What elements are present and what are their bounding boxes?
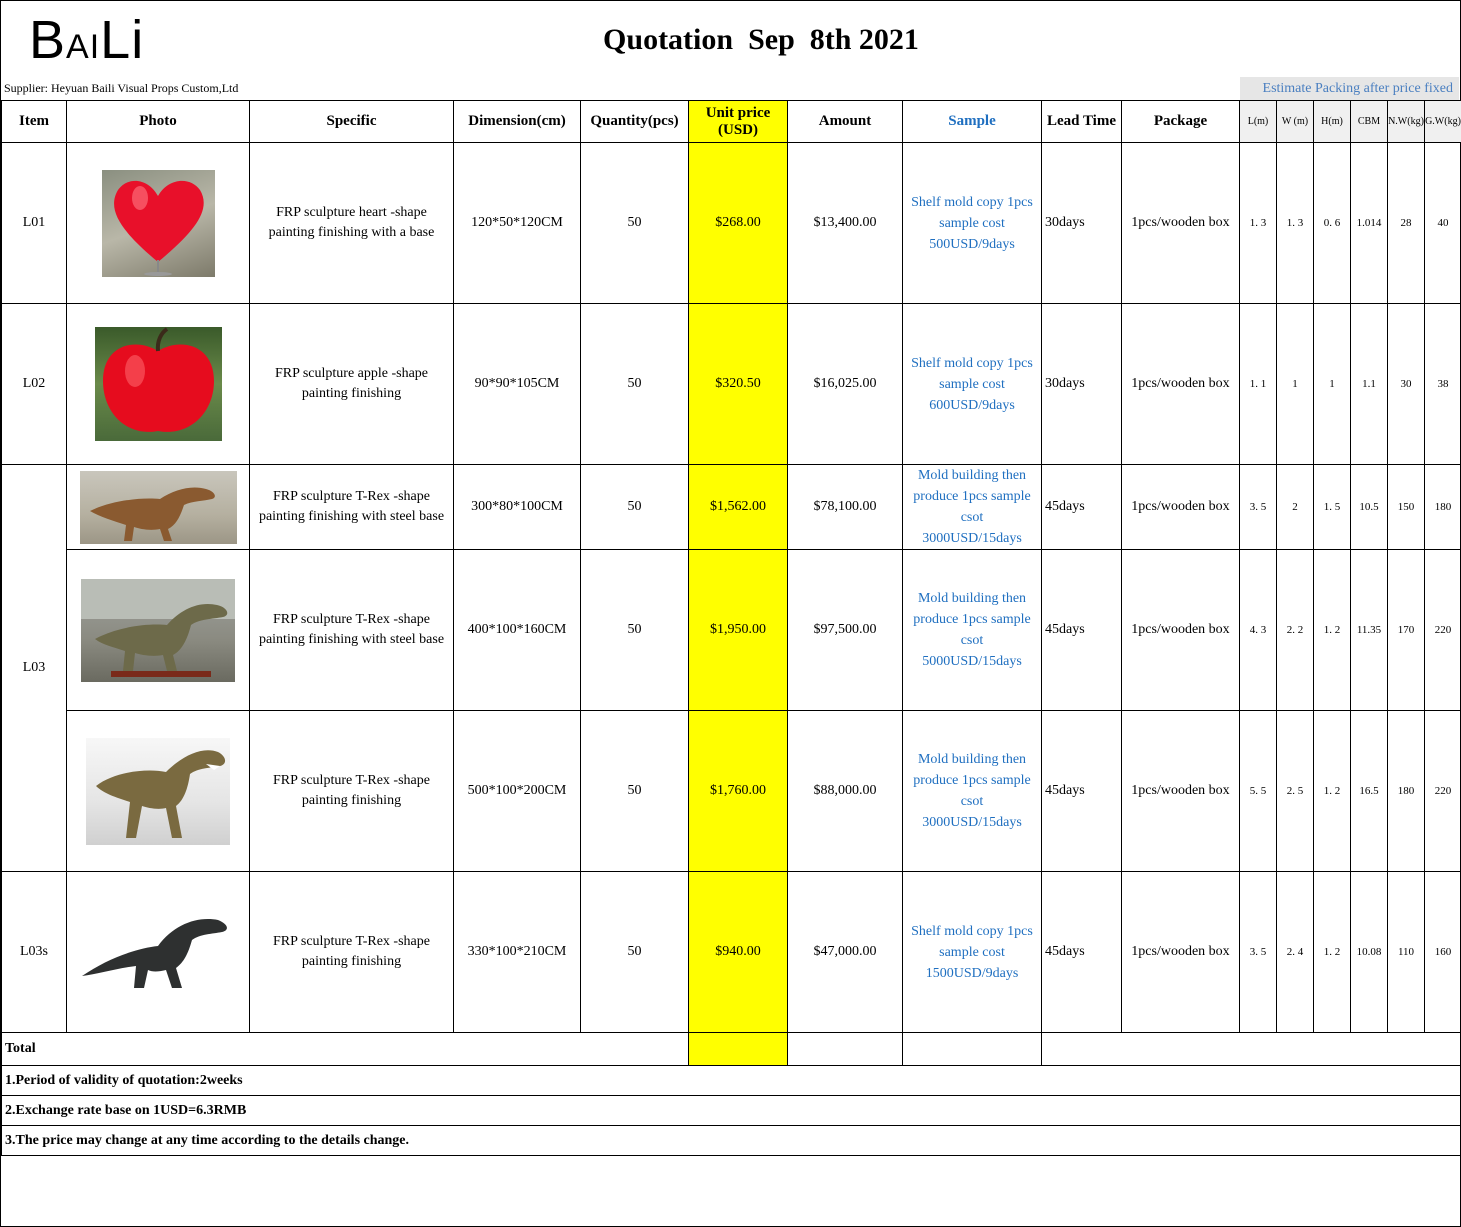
lead-time-cell: 45days bbox=[1042, 550, 1122, 711]
lead-time-cell: 45days bbox=[1042, 465, 1122, 550]
h-cell: 1. 2 bbox=[1314, 550, 1351, 711]
col-sample: Sample bbox=[903, 101, 1042, 143]
package-cell: 1pcs/wooden box bbox=[1122, 711, 1240, 872]
gw-cell: 40 bbox=[1425, 143, 1461, 304]
photo-cell bbox=[67, 872, 250, 1033]
total-row bbox=[2, 1033, 1461, 1066]
dimension-cell: 120*50*120CM bbox=[454, 143, 581, 304]
col-gw: G.W(kg) bbox=[1425, 101, 1461, 143]
h-cell: 1. 5 bbox=[1314, 465, 1351, 550]
l-cell: 1. 3 bbox=[1240, 143, 1277, 304]
col-amount: Amount bbox=[788, 101, 903, 143]
quantity-cell: 50 bbox=[581, 143, 689, 304]
gw-cell: 38 bbox=[1425, 304, 1461, 465]
col-specific: Specific bbox=[250, 101, 454, 143]
item-code: L03 bbox=[2, 465, 67, 872]
h-cell: 0. 6 bbox=[1314, 143, 1351, 304]
trex-sculpture-photo bbox=[81, 579, 235, 682]
note-exchange-rate: 2.Exchange rate base on 1USD=6.3RMB bbox=[2, 1096, 1461, 1126]
unit-price-cell: $1,760.00 bbox=[689, 711, 788, 872]
l-cell: 1. 1 bbox=[1240, 304, 1277, 465]
col-quantity: Quantity(pcs) bbox=[581, 101, 689, 143]
nw-cell: 28 bbox=[1388, 143, 1425, 304]
quantity-cell: 50 bbox=[581, 465, 689, 550]
col-photo: Photo bbox=[67, 101, 250, 143]
total-amount-cell bbox=[788, 1033, 903, 1066]
apple-sculpture-photo bbox=[95, 327, 222, 441]
col-package: Package bbox=[1122, 101, 1240, 143]
col-unit-price: Unit price (USD) bbox=[689, 101, 788, 143]
table-row bbox=[2, 143, 1461, 304]
h-cell: 1. 2 bbox=[1314, 872, 1351, 1033]
quantity-cell: 50 bbox=[581, 304, 689, 465]
total-unit-price-cell bbox=[689, 1033, 788, 1066]
supplier-line: Supplier: Heyuan Baili Visual Props Custom,Ltd bbox=[4, 81, 239, 95]
photo-cell bbox=[67, 465, 250, 550]
gw-cell: 220 bbox=[1425, 550, 1461, 711]
specific-cell: FRP sculpture T-Rex -shape painting finishing bbox=[250, 872, 454, 1033]
unit-price-cell: $320.50 bbox=[689, 304, 788, 465]
l-cell: 4. 3 bbox=[1240, 550, 1277, 711]
baili-logo: BAILi bbox=[29, 10, 145, 70]
col-lead-time: Lead Time bbox=[1042, 101, 1122, 143]
col-w: W (m) bbox=[1277, 101, 1314, 143]
table-row bbox=[2, 550, 1461, 711]
trex-sculpture-photo bbox=[78, 902, 238, 1002]
cbm-cell: 1.1 bbox=[1351, 304, 1388, 465]
cbm-cell: 11.35 bbox=[1351, 550, 1388, 711]
unit-price-cell: $268.00 bbox=[689, 143, 788, 304]
note-row bbox=[2, 1066, 1461, 1096]
quantity-cell: 50 bbox=[581, 550, 689, 711]
sample-cell: Shelf mold copy 1pcs sample cost 500USD/9days bbox=[903, 143, 1042, 304]
col-cbm: CBM bbox=[1351, 101, 1388, 143]
lead-time-cell: 45days bbox=[1042, 711, 1122, 872]
col-h: H(m) bbox=[1314, 101, 1351, 143]
nw-cell: 170 bbox=[1388, 550, 1425, 711]
sample-cell: Mold building then produce 1pcs sample csot 3000USD/15days bbox=[903, 711, 1042, 872]
dimension-cell: 300*80*100CM bbox=[454, 465, 581, 550]
nw-cell: 30 bbox=[1388, 304, 1425, 465]
estimate-packing-note: Estimate Packing after price fixed bbox=[1240, 77, 1459, 100]
specific-cell: FRP sculpture T-Rex -shape painting finishing bbox=[250, 711, 454, 872]
w-cell: 2. 4 bbox=[1277, 872, 1314, 1033]
gw-cell: 160 bbox=[1425, 872, 1461, 1033]
header-row bbox=[2, 101, 1461, 143]
table-row bbox=[2, 711, 1461, 872]
note-row bbox=[2, 1096, 1461, 1126]
w-cell: 2 bbox=[1277, 465, 1314, 550]
specific-cell: FRP sculpture T-Rex -shape painting finishing with steel base bbox=[250, 465, 454, 550]
note-validity: 1.Period of validity of quotation:2weeks bbox=[2, 1066, 1461, 1096]
item-code: L01 bbox=[2, 143, 67, 304]
package-cell: 1pcs/wooden box bbox=[1122, 872, 1240, 1033]
quantity-cell: 50 bbox=[581, 711, 689, 872]
sample-cell: Shelf mold copy 1pcs sample cost 600USD/9days bbox=[903, 304, 1042, 465]
note-price-change: 3.The price may change at any time according to the details change. bbox=[2, 1126, 1461, 1156]
dimension-cell: 500*100*200CM bbox=[454, 711, 581, 872]
amount-cell: $16,025.00 bbox=[788, 304, 903, 465]
table-row bbox=[2, 872, 1461, 1033]
photo-cell bbox=[67, 711, 250, 872]
specific-cell: FRP sculpture apple -shape painting finishing bbox=[250, 304, 454, 465]
amount-cell: $88,000.00 bbox=[788, 711, 903, 872]
sample-cell: Shelf mold copy 1pcs sample cost 1500USD/9days bbox=[903, 872, 1042, 1033]
lead-time-cell: 30days bbox=[1042, 304, 1122, 465]
cbm-cell: 16.5 bbox=[1351, 711, 1388, 872]
col-l: L(m) bbox=[1240, 101, 1277, 143]
photo-cell bbox=[67, 143, 250, 304]
total-label: Total bbox=[2, 1033, 689, 1066]
h-cell: 1. 2 bbox=[1314, 711, 1351, 872]
package-cell: 1pcs/wooden box bbox=[1122, 465, 1240, 550]
nw-cell: 180 bbox=[1388, 711, 1425, 872]
table-row bbox=[2, 304, 1461, 465]
trex-sculpture-photo bbox=[86, 738, 230, 845]
package-cell: 1pcs/wooden box bbox=[1122, 550, 1240, 711]
col-dimension: Dimension(cm) bbox=[454, 101, 581, 143]
specific-cell: FRP sculpture T-Rex -shape painting finishing with steel base bbox=[250, 550, 454, 711]
trex-sculpture-photo bbox=[80, 471, 237, 544]
amount-cell: $97,500.00 bbox=[788, 550, 903, 711]
col-nw: N.W(kg) bbox=[1388, 101, 1425, 143]
unit-price-cell: $1,950.00 bbox=[689, 550, 788, 711]
heart-sculpture-photo bbox=[102, 170, 215, 277]
quotation-table bbox=[1, 100, 1461, 1156]
w-cell: 1. 3 bbox=[1277, 143, 1314, 304]
photo-cell bbox=[67, 304, 250, 465]
l-cell: 5. 5 bbox=[1240, 711, 1277, 872]
nw-cell: 150 bbox=[1388, 465, 1425, 550]
table-row bbox=[2, 465, 1461, 550]
quotation-title: Quotation Sep 8th 2021 bbox=[603, 23, 919, 56]
dimension-cell: 330*100*210CM bbox=[454, 872, 581, 1033]
sample-cell: Mold building then produce 1pcs sample csot 3000USD/15days bbox=[903, 465, 1042, 550]
dimension-cell: 400*100*160CM bbox=[454, 550, 581, 711]
col-item: Item bbox=[2, 101, 67, 143]
l-cell: 3. 5 bbox=[1240, 465, 1277, 550]
w-cell: 2. 5 bbox=[1277, 711, 1314, 872]
package-cell: 1pcs/wooden box bbox=[1122, 304, 1240, 465]
lead-time-cell: 45days bbox=[1042, 872, 1122, 1033]
quantity-cell: 50 bbox=[581, 872, 689, 1033]
amount-cell: $13,400.00 bbox=[788, 143, 903, 304]
cbm-cell: 10.08 bbox=[1351, 872, 1388, 1033]
item-code: L03s bbox=[2, 872, 67, 1033]
l-cell: 3. 5 bbox=[1240, 872, 1277, 1033]
unit-price-cell: $1,562.00 bbox=[689, 465, 788, 550]
amount-cell: $47,000.00 bbox=[788, 872, 903, 1033]
gw-cell: 220 bbox=[1425, 711, 1461, 872]
h-cell: 1 bbox=[1314, 304, 1351, 465]
total-rest-cell bbox=[1042, 1033, 1461, 1066]
w-cell: 1 bbox=[1277, 304, 1314, 465]
specific-cell: FRP sculpture heart -shape painting finishing with a base bbox=[250, 143, 454, 304]
nw-cell: 110 bbox=[1388, 872, 1425, 1033]
package-cell: 1pcs/wooden box bbox=[1122, 143, 1240, 304]
cbm-cell: 10.5 bbox=[1351, 465, 1388, 550]
item-code: L02 bbox=[2, 304, 67, 465]
note-row bbox=[2, 1126, 1461, 1156]
gw-cell: 180 bbox=[1425, 465, 1461, 550]
amount-cell: $78,100.00 bbox=[788, 465, 903, 550]
cbm-cell: 1.014 bbox=[1351, 143, 1388, 304]
w-cell: 2. 2 bbox=[1277, 550, 1314, 711]
sample-cell: Mold building then produce 1pcs sample csot 5000USD/15days bbox=[903, 550, 1042, 711]
total-sample-cell bbox=[903, 1033, 1042, 1066]
dimension-cell: 90*90*105CM bbox=[454, 304, 581, 465]
photo-cell bbox=[67, 550, 250, 711]
lead-time-cell: 30days bbox=[1042, 143, 1122, 304]
unit-price-cell: $940.00 bbox=[689, 872, 788, 1033]
